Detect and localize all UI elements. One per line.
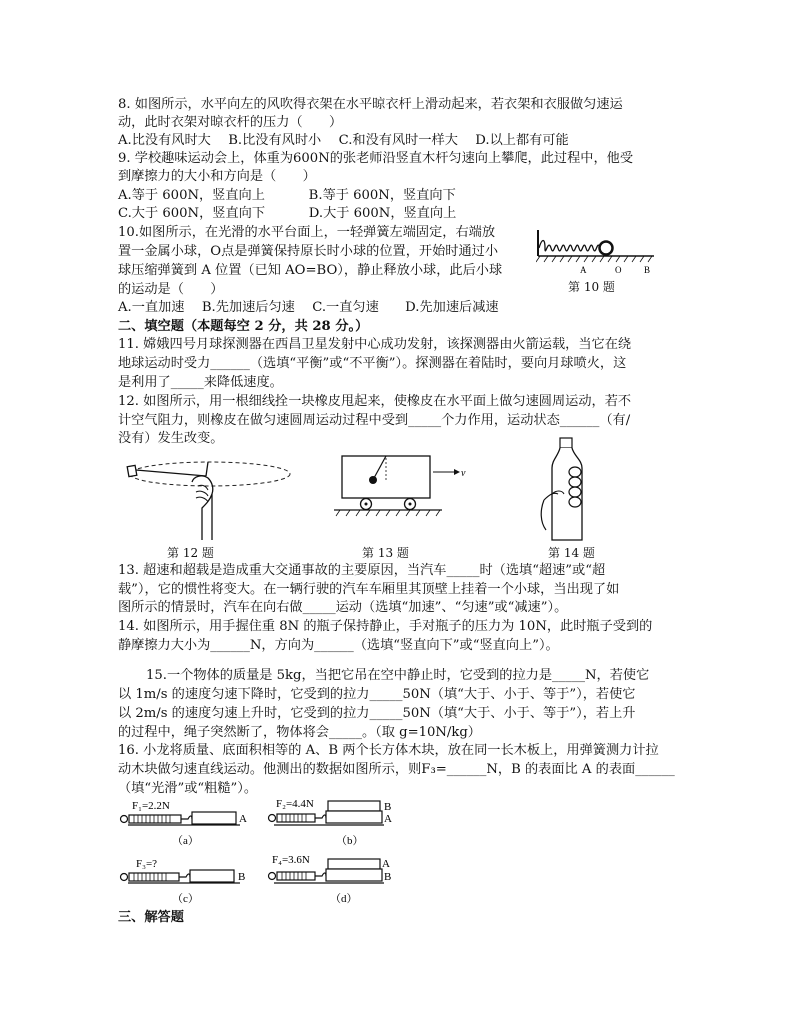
q12-figure-caption: 第 12 题 [167, 546, 214, 560]
q13-figure-caption: 第 13 题 [362, 546, 409, 560]
q11-line3: 是利用了_____来降低速度。 [118, 375, 283, 390]
q9-line2: 到摩擦力的大小和方向是（ ） [118, 169, 316, 184]
q16-panel-d [266, 851, 406, 907]
q12-line3: 没有）发生改变。 [118, 431, 224, 446]
q16-panel-d-force: F₄=3.6N [272, 854, 310, 866]
q16-panel-b-bottom-label: A [384, 813, 392, 825]
q16-panel-a-tag: （a） [172, 835, 199, 847]
q8-line1: 8. 如图所示，水平向左的风吹得衣架在水平晾衣杆上滑动起来，若衣架和衣服做匀速运 [118, 97, 623, 112]
q15-line2: 以 1m/s 的速度匀速下降时，它受到的拉力_____50N（填“大于、小于、等于”），若使它 [118, 687, 636, 702]
q15-line1: 15.一个物体的质量是 5kg，当把它吊在空中静止时，它受到的拉力是_____N，若使它 [146, 668, 650, 683]
q16-panel-a-force: F₁=2.2N [132, 800, 170, 812]
q13-line1: 13. 超速和超载是造成重大交通事故的主要原因，当汽车_____时（选填“超速”或“超 [118, 563, 606, 578]
q16-panel-d-tag: （d） [330, 893, 358, 905]
q14-line2: 静摩擦力大小为______N，方向为______（选填“竖直向下”或“竖直向上”）。 [118, 638, 559, 653]
q12-figure [122, 452, 292, 544]
q13-figure [330, 452, 470, 544]
q15-line4: 的过程中，绳子突然断了，物体将会_____。（取 g=10N/kg） [118, 725, 481, 740]
q16-panel-a [118, 797, 258, 849]
q14-figure-caption: 第 14 题 [548, 546, 595, 560]
q14-figure [530, 436, 600, 546]
q16-panel-c-bottom-label: B [238, 871, 246, 883]
q14-line1: 14. 如图所示，用手握住重 8N 的瓶子保持静止，手对瓶子的压力为 10N，此时瓶子受到的 [118, 619, 653, 634]
q10-spring-figure [536, 226, 666, 274]
q10-options: A.一直加速 B.先加速后匀速 C.一直匀速 D.先加速后减速 [118, 300, 499, 315]
q12-line2: 计空气阻力，则橡皮在做匀速圆周运动过程中受到_____个力作用，运动状态______（有/ [118, 413, 631, 428]
q10-line2: 置一金属小球，O点是弹簧保持原长时小球的位置，开始时通过小 [118, 244, 499, 259]
q16-line1: 16. 小龙将质量、底面积相等的 A、B 两个长方体木块，放在同一长木板上，用弹簧测力计拉 [118, 743, 659, 758]
q16-panel-c [118, 855, 258, 907]
q8-line2: 动，此时衣架对晾衣杆的压力（ ） [118, 115, 343, 130]
section-3-heading: 三、解答题 [118, 910, 184, 925]
q16-panel-c-tag: （c） [172, 893, 199, 905]
q16-panel-b [266, 797, 406, 849]
q16-panel-d-bottom-label: B [384, 871, 392, 883]
q13-line2: 载”），它的惯性将变大。在一辆行驶的汽车车厢里其顶壁上挂着一个小球，当出现了如 [118, 582, 620, 597]
q11-line1: 11. 嫦娥四号月球探测器在西昌卫星发射中心成功发射，该探测器由火箭运载，当它在绕 [118, 337, 632, 352]
q9-options-2: C.大于 600N，竖直向下 D.大于 600N，竖直向上 [118, 206, 457, 221]
q10-line4: 的运动是（ ） [118, 282, 224, 297]
q16-panel-b-tag: （b） [336, 835, 364, 847]
q15-line3: 以 2m/s 的速度匀速上升时，它受到的拉力_____50N（填“大于、小于、等于”），若上升 [118, 706, 636, 721]
q16-panel-c-force: F₃=? [136, 858, 158, 870]
q9-line1: 9. 学校趣味运动会上，体重为600N的张老师沿竖直木杆匀速向上攀爬，此过程中，他受 [118, 151, 634, 166]
q16-panel-b-force: F₂=4.4N [276, 798, 314, 810]
q11-line2: 地球运动时受力______（选填“平衡”或“不平衡”）。探测器在着陆时，要向月球喷火，这 [118, 356, 627, 371]
q10-line3: 球压缩弹簧到 A 位置（已知 AO=BO），静止释放小球，此后小球 [118, 263, 503, 278]
q16-line2: 动木块做匀速直线运动。他测出的数据如图所示，则F₃=______N，B 的表面比 A 的表面______ [118, 762, 675, 777]
section-2-heading: 二、填空题（本题每空 2 分，共 28 分。） [118, 319, 369, 334]
q12-line1: 12. 如图所示，用一根细线拴一块橡皮甩起来，使橡皮在水平面上做匀速圆周运动，若不 [118, 394, 632, 409]
q13-velocity-label: v [461, 468, 466, 479]
q10-label-a: A [580, 265, 587, 274]
q16-panel-d-top-label: A [382, 858, 390, 870]
q16-panel-b-top-label: B [384, 801, 392, 813]
q16-panel-a-bottom-label: A [239, 813, 247, 825]
q10-figure-caption: 第 10 题 [568, 280, 615, 294]
q10-label-o: O [615, 265, 622, 274]
q8-options: A.比没有风时大 B.比没有风时小 C.和没有风时一样大 D.以上都有可能 [118, 133, 569, 148]
q16-line3: （填“光滑”或“粗糙”）。 [118, 781, 258, 796]
q10-line1: 10.如图所示，在光滑的水平台面上，一轻弹簧左端固定，右端放 [118, 225, 496, 240]
q9-options-1: A.等于 600N，竖直向上 B.等于 600N，竖直向下 [118, 188, 456, 203]
q10-label-b: B [644, 265, 651, 274]
q13-line3: 图所示的情景时，汽车在向右做_____运动（选填“加速”、“匀速”或“减速”）。 [118, 600, 568, 615]
